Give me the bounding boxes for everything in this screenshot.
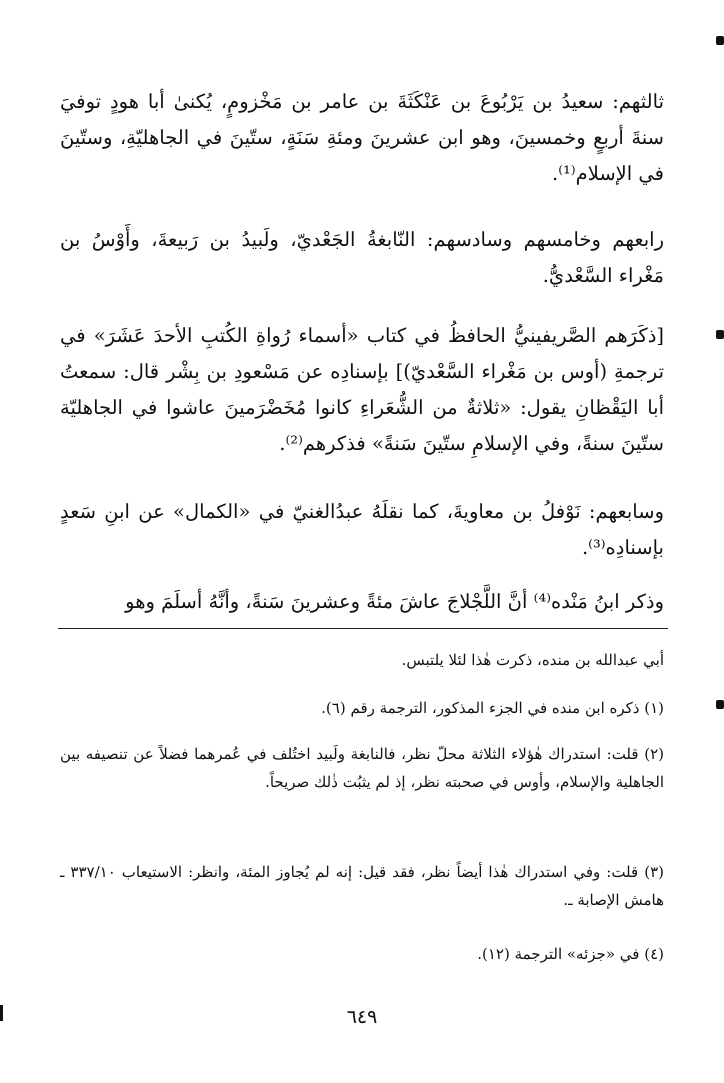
footnote-3: (٣) قلت: وفي استدراك هٰذا أيضاً نظر، فقد قيل: إنه لم يُجاوز المئة، وانظر: الاستيعاب ٣٣٧/١٠ ـ هامش الإصابة ـ. — [60, 863, 664, 909]
edge-mark — [716, 36, 724, 45]
paragraph-5: وذكر ابنُ مَنْده⁽⁴⁾ أنَّ اللَّجْلاجَ عاشَ مئةً وعشرينَ سَنةً، وأنَّهُ أسلَمَ وهو — [125, 590, 664, 613]
paragraph-1: ثالثهم: سعيدُ بن يَرْبُوعَ بن عَنْكَثَةَ بن عامر بن مَخْزومٍ، يُكنىٰ أبا هودٍ توفيَ سنةَ أربعٍ وخمسينَ، وهو ابن عشرينَ ومئةِ سَنَةٍ، ستّينَ في الجاهليّةِ، وستّينَ في الإسلام⁽¹⁾. — [60, 90, 664, 185]
footnote-4: (٤) في «جزئه» الترجمة (١٢). — [477, 945, 664, 963]
footnote-2: (٢) قلت: استدراك هٰؤلاء الثلاثة محلّ نظر، فالنابغة ولَبيد اختُلف في عُمرهما فضلاً عن تنصيفه بين الجاهلية والإسلام، وأوس في صحبته نظر، إذ لم يثبُت ذٰلك صريحاً. — [60, 745, 664, 791]
edge-mark — [716, 700, 724, 709]
paragraph-2: رابعهم وخامسهم وسادسهم: النّابغةُ الجَعْديّ، ولَبيدُ بن رَبيعةَ، وأَوْسُ بن مَغْراء السَّعْديُّ. — [60, 228, 664, 287]
paragraph-3: [ذكَرَهم الصَّريفينيُّ الحافظُ في كتاب «أسماء رُواةِ الكُتبِ الأحدَ عَشَرَ» في ترجمةِ (أوس بن مَغْراء السَّعْديّ)] بإسنادِه عن مَسْعودِ بن بِشْر قال: سمعتُ أبا اليَقْظانِ يقول: «ثلاثةٌ من الشُّعَراءِ كانوا مُخَضْرَمينَ عاشوا في الجاهليّة ستّينَ سنةً، وفي الإسلامِ ستّينَ سَنةً» فذكرهم⁽²⁾. — [60, 324, 664, 455]
footnote-continuation: أبي عبدالله بن منده، ذكرت هٰذا لئلا يلتبس. — [401, 651, 664, 669]
paragraph-4: وسابعهم: نَوْفلُ بن معاويةَ، كما نقلَهُ عبدُالغنيّ في «الكمال» عن ابنِ سَعدٍ بإسنادِه⁽³⁾. — [60, 500, 664, 559]
footnote-divider — [58, 628, 668, 629]
edge-mark — [716, 330, 724, 339]
footnote-1: (١) ذكره ابن منده في الجزء المذكور، الترجمة رقم (٦). — [321, 699, 664, 717]
page-number: ٦٤٩ — [346, 1006, 378, 1028]
